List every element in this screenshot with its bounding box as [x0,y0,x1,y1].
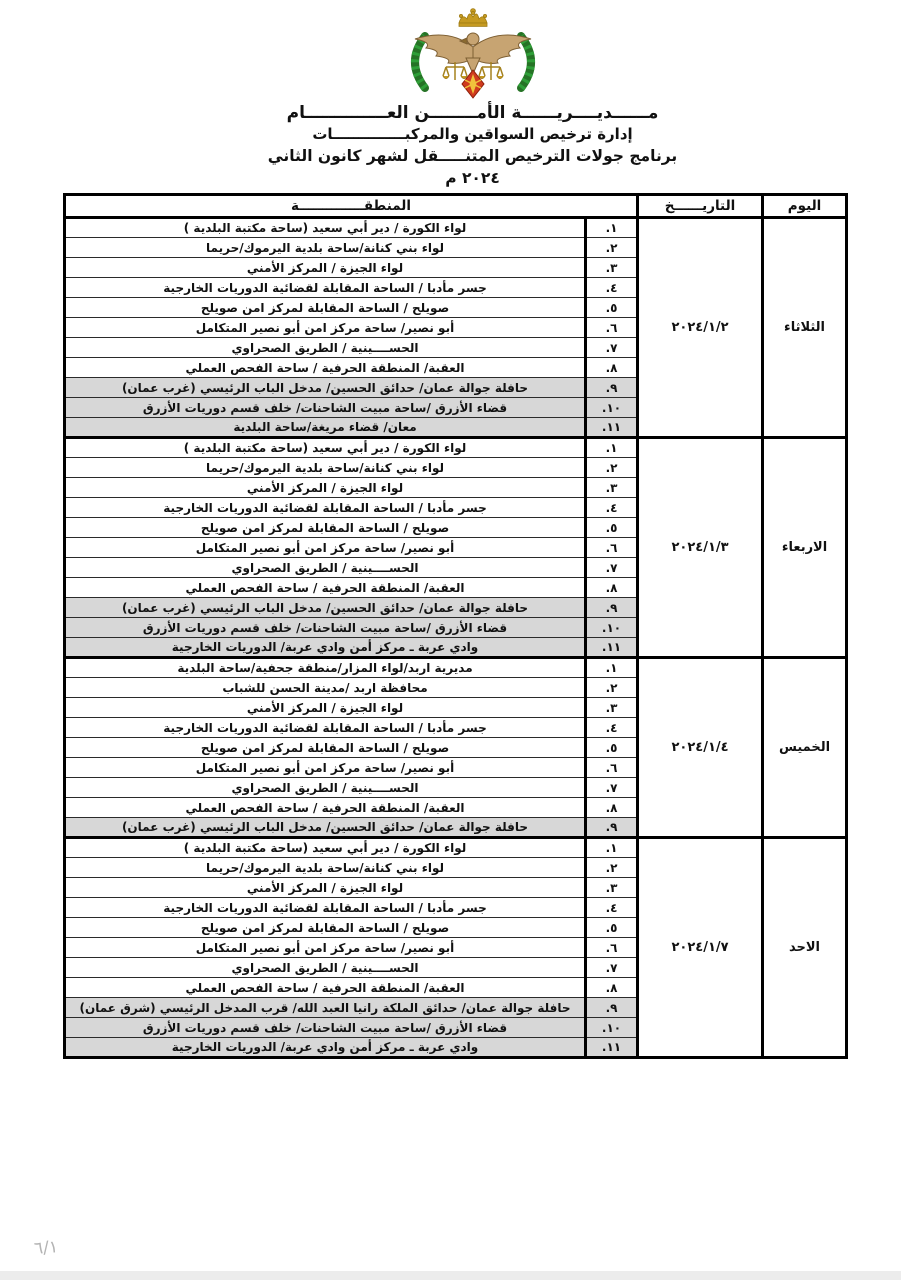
row-number-cell: ٧. [586,958,638,978]
region-cell: لواء الجيزة / المركز الأمني [65,478,586,498]
region-cell: قضاء الأزرق /ساحة مبيت الشاحنات/ خلف قسم دوريات الأزرق [65,618,586,638]
region-cell: صويلح / الساحة المقابلة لمركز امن صويلح [65,298,586,318]
region-cell: لواء بني كنانة/ساحة بلدية اليرموك/حريما [65,238,586,258]
region-cell: أبو نصير/ ساحة مركز امن أبو نصير المتكامل [65,938,586,958]
row-number-cell: ١٠. [586,398,638,418]
region-cell: جسر مأدبا / الساحة المقابلة لقضائية الدوريات الخارجية [65,278,586,298]
star-emblem-icon [462,70,484,98]
region-cell: لواء الجيزة / المركز الأمني [65,258,586,278]
page-bottom-edge [0,1271,901,1280]
region-cell: جسر مأدبا / الساحة المقابلة لقضائية الدوريات الخارجية [65,498,586,518]
logo-box [250,6,695,100]
region-cell: مديرية اربد/لواء المزار/منطقة جحفية/ساحة البلدية [65,658,586,678]
row-number-cell: ٥. [586,918,638,938]
row-number-cell: ٦. [586,938,638,958]
col-date-header: التاريــــــخ [638,195,763,218]
region-cell: وادي عربة ـ مركز أمن وادي عربة/ الدوريات الخارجية [65,1038,586,1058]
table-header-row [65,195,847,218]
region-cell: قضاء الأزرق /ساحة مبيت الشاحنات/ خلف قسم دوريات الأزرق [65,398,586,418]
row-number-cell: ٧. [586,558,638,578]
region-cell: معان/ قضاء مريغة/ساحة البلدية [65,418,586,438]
row-number-cell: ٤. [586,278,638,298]
row-number-cell: ٦. [586,538,638,558]
region-cell: صويلح / الساحة المقابلة لمركز امن صويلح [65,518,586,538]
region-cell: حافلة جوالة عمان/ حدائق الملكة رانيا العبد الله/ قرب المدخل الرئيسي (شرق عمان) [65,998,586,1018]
region-cell: الحســــينية / الطريق الصحراوي [65,958,586,978]
col-day-header: اليوم [763,195,847,218]
date-cell: ٢٠٢٤/١/٢ [638,218,763,438]
row-number-cell: ٥. [586,738,638,758]
region-cell: لواء الجيزة / المركز الأمني [65,698,586,718]
region-cell: العقبة/ المنطقة الحرفية / ساحة الفحص العملي [65,798,586,818]
table-row [65,218,847,238]
region-cell: حافلة جوالة عمان/ حدائق الحسين/ مدخل الباب الرئيسي (غرب عمان) [65,378,586,398]
region-cell: صويلح / الساحة المقابلة لمركز امن صويلح [65,918,586,938]
program-title: برنامج جولات الترخيص المتنـــــقل لشهر كانون الثاني ٢٠٢٤ م [267,147,678,187]
region-cell: أبو نصير/ ساحة مركز امن أبو نصير المتكامل [65,758,586,778]
row-number-cell: ٢. [586,238,638,258]
row-number-cell: ٩. [586,818,638,838]
day-cell: الخميس [763,658,847,838]
row-number-cell: ٩. [586,378,638,398]
schedule-table [63,193,848,1059]
crown-icon [459,9,487,27]
region-cell: لواء الكورة / دير أبي سعيد (ساحة مكتبة البلدية ) [65,438,586,458]
row-number-cell: ٧. [586,778,638,798]
region-cell: جسر مأدبا / الساحة المقابلة لقضائية الدوريات الخارجية [65,718,586,738]
table-row [65,438,847,458]
row-number-cell: ١٠. [586,618,638,638]
row-number-cell: ٧. [586,338,638,358]
table-row [65,838,847,858]
row-number-cell: ١٠. [586,1018,638,1038]
row-number-cell: ٤. [586,498,638,518]
region-cell: الحســــينية / الطريق الصحراوي [65,778,586,798]
date-cell: ٢٠٢٤/١/٣ [638,438,763,658]
department-line: إدارة ترخيص السواقين والمركبــــــــــــــات [312,125,633,143]
day-cell: الاربعاء [763,438,847,658]
row-number-cell: ٩. [586,998,638,1018]
row-number-cell: ١. [586,658,638,678]
date-cell: ٢٠٢٤/١/٤ [638,658,763,838]
region-cell: حافلة جوالة عمان/ حدائق الحسين/ مدخل الباب الرئيسي (غرب عمان) [65,598,586,618]
row-number-cell: ٣. [586,698,638,718]
org-name-line: مــــــديــــريــــــة الأمــــــــن العــــــــــــــام [286,103,659,123]
row-number-cell: ٤. [586,718,638,738]
region-cell: قضاء الأزرق /ساحة مبيت الشاحنات/ خلف قسم دوريات الأزرق [65,1018,586,1038]
region-cell: لواء بني كنانة/ساحة بلدية اليرموك/حريما [65,858,586,878]
row-number-cell: ٦. [586,758,638,778]
row-number-cell: ٨. [586,578,638,598]
region-cell: جسر مأدبا / الساحة المقابلة لقضائية الدوريات الخارجية [65,898,586,918]
region-cell: العقبة/ المنطقة الحرفية / ساحة الفحص العملي [65,978,586,998]
row-number-cell: ١١. [586,1038,638,1058]
row-number-cell: ٨. [586,798,638,818]
region-cell: صويلح / الساحة المقابلة لمركز امن صويلح [65,738,586,758]
row-number-cell: ١١. [586,638,638,658]
row-number-cell: ١. [586,438,638,458]
document-header [250,6,695,189]
row-number-cell: ٥. [586,298,638,318]
row-number-cell: ٤. [586,898,638,918]
region-cell: لواء الجيزة / المركز الأمني [65,878,586,898]
date-cell: ٢٠٢٤/١/٧ [638,838,763,1058]
region-cell: وادي عربة ـ مركز أمن وادي عربة/ الدوريات الخارجية [65,638,586,658]
region-cell: العقبة/ المنطقة الحرفية / ساحة الفحص العملي [65,358,586,378]
region-cell: أبو نصير/ ساحة مركز امن أبو نصير المتكامل [65,318,586,338]
eagle-icon [415,33,531,74]
region-cell: الحســــينية / الطريق الصحراوي [65,558,586,578]
day-cell: الثلاثاء [763,218,847,438]
row-number-cell: ٨. [586,978,638,998]
col-region-header: المنطقــــــــــــــة [65,195,638,218]
jordan-public-security-emblem-logo [403,6,543,100]
row-number-cell: ١. [586,838,638,858]
region-cell: العقبة/ المنطقة الحرفية / ساحة الفحص العملي [65,578,586,598]
row-number-cell: ٣. [586,258,638,278]
region-cell: لواء الكورة / دير أبي سعيد (ساحة مكتبة البلدية ) [65,838,586,858]
region-cell: لواء بني كنانة/ساحة بلدية اليرموك/حريما [65,458,586,478]
region-cell: أبو نصير/ ساحة مركز امن أبو نصير المتكامل [65,538,586,558]
row-number-cell: ٢. [586,458,638,478]
row-number-cell: ٢. [586,858,638,878]
row-number-cell: ٦. [586,318,638,338]
region-cell: الحســــينية / الطريق الصحراوي [65,338,586,358]
row-number-cell: ١١. [586,418,638,438]
row-number-cell: ٨. [586,358,638,378]
row-number-cell: ٩. [586,598,638,618]
day-cell: الاحد [763,838,847,1058]
page-number: ٦/١ [33,1237,59,1259]
region-cell: حافلة جوالة عمان/ حدائق الحسين/ مدخل الباب الرئيسي (غرب عمان) [65,818,586,838]
row-number-cell: ٥. [586,518,638,538]
row-number-cell: ١. [586,218,638,238]
row-number-cell: ٣. [586,478,638,498]
region-cell: محافظة اربد /مدينة الحسن للشباب [65,678,586,698]
row-number-cell: ٣. [586,878,638,898]
region-cell: لواء الكورة / دير أبي سعيد (ساحة مكتبة البلدية ) [65,218,586,238]
table-row [65,658,847,678]
row-number-cell: ٢. [586,678,638,698]
